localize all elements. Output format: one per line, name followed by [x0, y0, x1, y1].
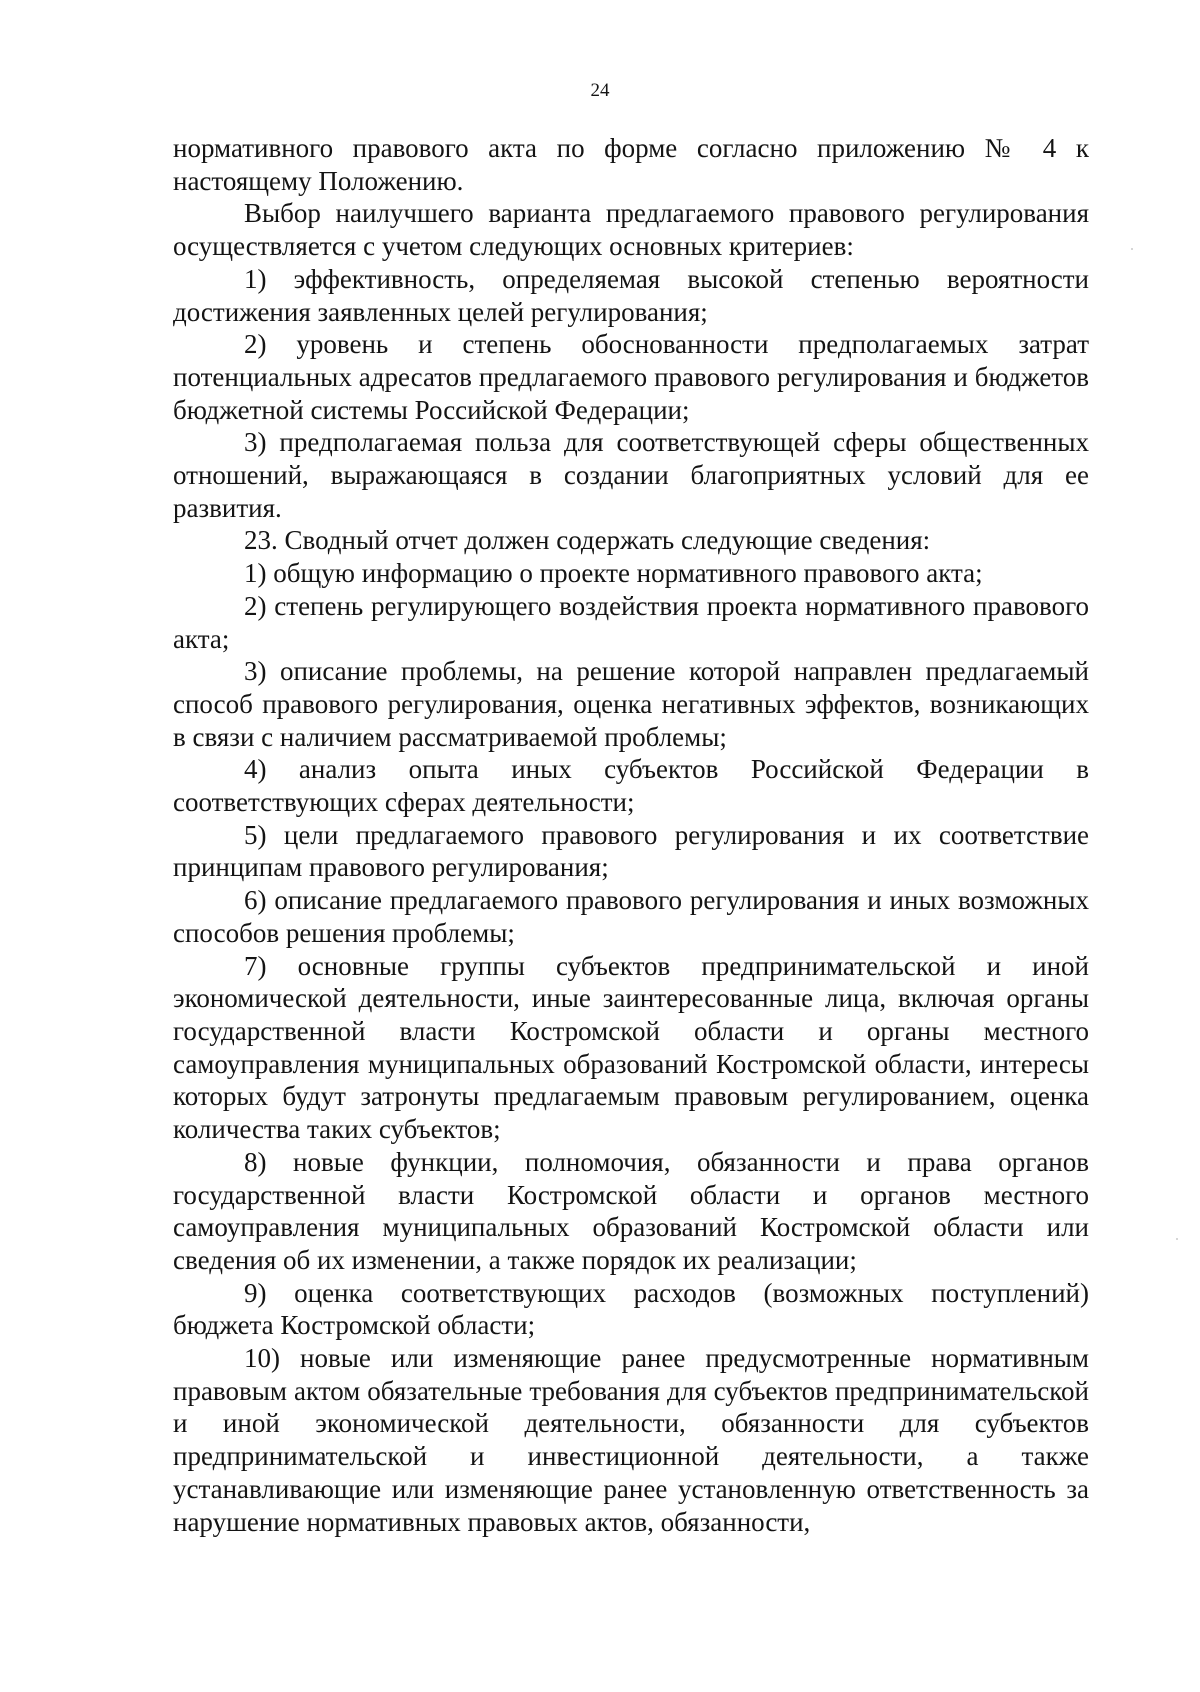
list-item-report-3: 3) описание проблемы, на решение которой направлен предлагаемый способ правового регулирования, оценка негативных эффектов, возникающих в связи с наличием рассматриваемой проблемы;: [173, 656, 1089, 752]
list-item-report-5: 5) цели предлагаемого правового регулирования и их соответствие принципам правового регулирования;: [173, 819, 1089, 883]
scan-speck: [1176, 1238, 1178, 1240]
paragraph-clause-23: 23. Сводный отчет должен содержать следующие сведения:: [244, 525, 931, 556]
list-item-report-2: 2) степень регулирующего воздействия проекта нормативного правового акта;: [173, 590, 1089, 654]
scan-speck: [1131, 248, 1133, 250]
list-item-criterion-2: 2) уровень и степень обоснованности предполагаемых затрат потенциальных адресатов предлагаемого правового регулирования и бюджетов бюджетной системы Российской Федерации;: [173, 329, 1089, 425]
list-item-report-9: 9) оценка соответствующих расходов (возможных поступлений) бюджета Костромской области;: [173, 1277, 1089, 1341]
list-item-report-1: 1) общую информацию о проекте нормативного правового акта;: [244, 558, 983, 589]
list-item-report-4: 4) анализ опыта иных субъектов Российской Федерации в соответствующих сферах деятельности;: [173, 754, 1089, 818]
list-item-report-6: 6) описание предлагаемого правового регулирования и иных возможных способов решения проблемы;: [173, 885, 1089, 948]
list-item-criterion-3: 3) предполагаемая польза для соответствующей сферы общественных отношений, выражающаяся в создании благоприятных условий для ее развития.: [173, 427, 1089, 523]
paragraph-selection-criteria: Выбор наилучшего варианта предлагаемого правового регулирования осуществляется с учетом следующих основных критериев:: [173, 198, 1089, 262]
document-body: [173, 132, 1089, 1538]
list-item-report-10: 10) новые или изменяющие ранее предусмотренные нормативным правовым актом обязательные требования для субъектов предпринимательской и иной экономической деятельности, обязанности для субъектов предпринимательской и инвестиционной деятельности, а также устанавливающие или изменяющие ранее установленную ответственность за нарушение нормативных правовых актов, обязанности,: [173, 1343, 1089, 1537]
list-item-report-7: 7) основные группы субъектов предпринимательской и иной экономической деятельности, иные заинтересованные лица, включая органы государственной власти Костромской области и органы местного самоуправления муниципальных образований Костромской области, интересы которых будут затронуты предлагаемым правовым регулированием, оценка количества таких субъектов;: [173, 950, 1089, 1145]
page-number: 24: [590, 80, 610, 101]
list-item-report-8: 8) новые функции, полномочия, обязанности и права органов государственной власти Костромской области и органов местного самоуправления муниципальных образований Костромской области или сведения об их изменении, а также порядок их реализации;: [173, 1146, 1089, 1275]
list-item-criterion-1: 1) эффективность, определяемая высокой степенью вероятности достижения заявленных целей регулирования;: [173, 263, 1089, 327]
paragraph-continuation: нормативного правового акта по форме согласно приложению № 4 к настоящему Положению.: [173, 133, 1089, 196]
